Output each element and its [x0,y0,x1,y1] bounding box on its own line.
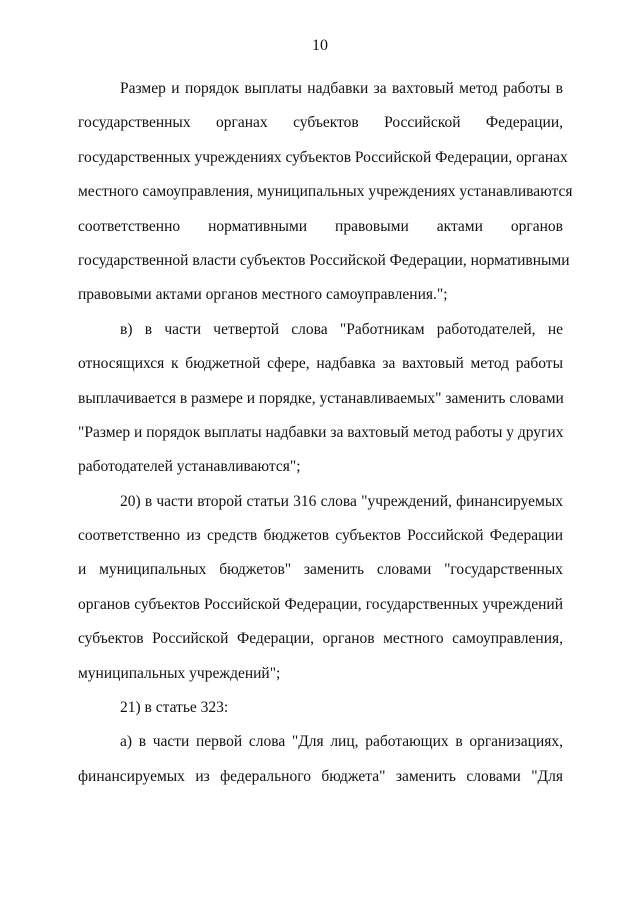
text-line: муниципальных учреждений"; [78,664,281,682]
text-line: 21) в статье 323: [120,699,229,717]
text-line: в) в части четвертой слова "Работникам работодателей, не [120,320,563,338]
text-line: финансируемых из федерального бюджета" заменить словами "Для [78,767,563,785]
text-line: государственных органах субъектов Российской Федерации, [78,114,563,132]
text-line: государственных учреждениях субъектов Российской Федерации, органах [78,148,568,166]
page-number: 10 [312,37,328,54]
text-line: соответственно нормативными правовыми актами органов [78,217,563,235]
text-line: работодателей устанавливаются"; [78,458,301,476]
text-line: и муниципальных бюджетов" заменить словами "государственных [78,561,563,579]
text-line: Размер и порядок выплаты надбавки за вахтовый метод работы в [120,80,563,97]
text-line: субъектов Российской Федерации, органов местного самоуправления, [78,630,563,648]
document-body [78,72,573,794]
text-line: правовыми актами органов местного самоуправления."; [78,286,448,304]
text-line: "Размер и порядок выплаты надбавки за вахтовый метод работы у других [78,423,564,441]
text-line: выплачивается в размере и порядке, устанавливаемых" заменить словами [78,389,564,407]
text-line: 20) в части второй статьи 316 слова "учреждений, финансируемых [120,492,563,510]
text-line: государственной власти субъектов Российской Федерации, нормативными [78,251,570,269]
text-line: местного самоуправления, муниципальных учреждениях устанавливаются [78,183,573,201]
text-line: относящихся к бюджетной сфере, надбавка за вахтовый метод работы [78,355,563,373]
text-line: соответственно из средств бюджетов субъектов Российской Федерации [78,527,563,545]
text-line: а) в части первой слова "Для лиц, работающих в организациях, [120,733,563,751]
text-line: органов субъектов Российской Федерации, государственных учреждений [78,595,563,613]
